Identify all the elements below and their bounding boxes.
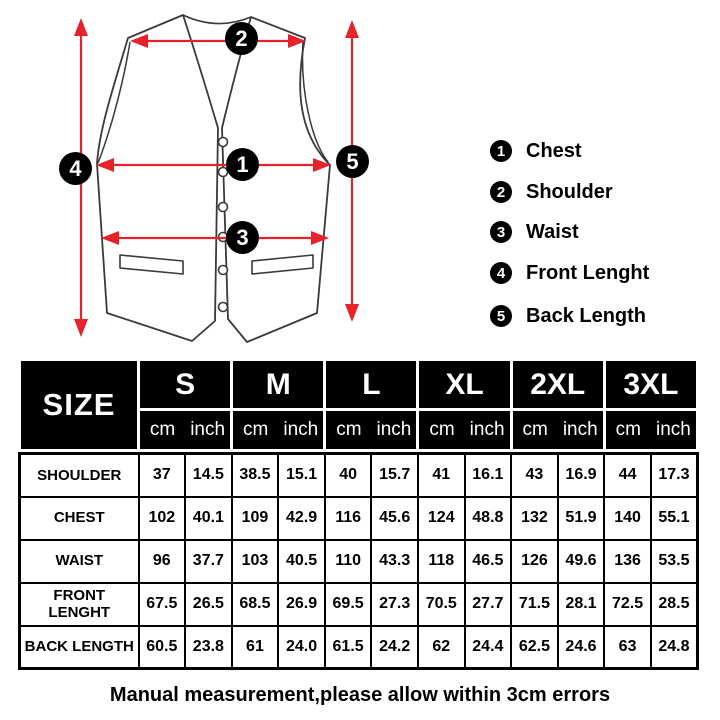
cell: 103: [232, 540, 279, 583]
cell: 46.5: [465, 540, 512, 583]
cell: 17.3: [651, 454, 698, 497]
unit-header-inch: inch: [558, 410, 605, 451]
cell: 55.1: [651, 497, 698, 540]
legend-item-shoulder: [490, 181, 613, 203]
cell: 48.8: [465, 497, 512, 540]
cell: 44: [604, 454, 651, 497]
cell: 42.9: [278, 497, 325, 540]
legend-item-chest: [490, 140, 582, 162]
cell: 51.9: [558, 497, 605, 540]
cell: 72.5: [604, 583, 651, 626]
cell: 63: [604, 626, 651, 669]
unit-header-inch: inch: [185, 410, 232, 451]
cell: 62.5: [511, 626, 558, 669]
unit-header-cm: cm: [604, 410, 651, 451]
col-header-2xl: 2XL: [511, 360, 604, 410]
cell: 49.6: [558, 540, 605, 583]
cell: 26.5: [185, 583, 232, 626]
unit-header-cm: cm: [139, 410, 186, 451]
legend-label-front-length: Front Lenght: [526, 261, 650, 284]
cell: 61: [232, 626, 279, 669]
row-label-front-length: FRONT LENGHT: [20, 583, 139, 626]
cell: 16.1: [465, 454, 512, 497]
col-header-xl: XL: [418, 360, 511, 410]
cell: 109: [232, 497, 279, 540]
table-row-back-length: [20, 626, 698, 669]
cell: 16.9: [558, 454, 605, 497]
table-row-chest: [20, 497, 698, 540]
cell: 24.8: [651, 626, 698, 669]
marker-2-shoulder: 2: [225, 22, 258, 55]
marker-3-waist: 3: [226, 221, 259, 254]
size-chart-table: [18, 358, 699, 670]
marker-5-back-length: 5: [336, 145, 369, 178]
row-label-back-length: BACK LENGTH: [20, 626, 139, 669]
cell: 96: [139, 540, 186, 583]
cell: 37.7: [185, 540, 232, 583]
size-chart-header: [18, 358, 699, 452]
table-row-waist: [20, 540, 698, 583]
table-row-front-length: [20, 583, 698, 626]
cell: 124: [418, 497, 465, 540]
table-row-shoulder: [20, 454, 698, 497]
cell: 40: [325, 454, 372, 497]
cell: 67.5: [139, 583, 186, 626]
measurement-disclaimer: Manual measurement,please allow within 3cm errors: [109, 684, 611, 706]
marker-4-front-length: 4: [59, 152, 92, 185]
marker-1-chest: 1: [226, 148, 259, 181]
row-label-chest: CHEST: [20, 497, 139, 540]
cell: 61.5: [325, 626, 372, 669]
cell: 23.8: [185, 626, 232, 669]
legend-badge-3: 3: [490, 221, 512, 243]
cell: 53.5: [651, 540, 698, 583]
cell: 24.0: [278, 626, 325, 669]
cell: 40.5: [278, 540, 325, 583]
unit-header-inch: inch: [371, 410, 418, 451]
unit-header-cm: cm: [511, 410, 558, 451]
cell: 41: [418, 454, 465, 497]
legend-label-shoulder: Shoulder: [526, 180, 613, 203]
vest-measurement-diagram: [0, 0, 720, 356]
cell: 126: [511, 540, 558, 583]
unit-header-inch: inch: [651, 410, 698, 451]
legend-item-waist: [490, 221, 579, 243]
unit-header-cm: cm: [325, 410, 372, 451]
cell: 40.1: [185, 497, 232, 540]
vest-outline: [97, 15, 330, 342]
legend-badge-5: 5: [490, 305, 512, 327]
cell: 69.5: [325, 583, 372, 626]
cell: 62: [418, 626, 465, 669]
cell: 110: [325, 540, 372, 583]
cell: 38.5: [232, 454, 279, 497]
unit-header-cm: cm: [418, 410, 465, 451]
cell: 15.1: [278, 454, 325, 497]
cell: 136: [604, 540, 651, 583]
size-header-cell: SIZE: [20, 360, 139, 451]
cell: 68.5: [232, 583, 279, 626]
cell: 24.2: [371, 626, 418, 669]
cell: 70.5: [418, 583, 465, 626]
legend-label-chest: Chest: [526, 139, 582, 162]
legend-badge-2: 2: [490, 181, 512, 203]
cell: 37: [139, 454, 186, 497]
col-header-s: S: [139, 360, 232, 410]
legend-label-waist: Waist: [526, 220, 579, 243]
legend-item-front-length: [490, 262, 649, 284]
col-header-m: M: [232, 360, 325, 410]
cell: 45.6: [371, 497, 418, 540]
cell: 24.6: [558, 626, 605, 669]
unit-header-inch: inch: [465, 410, 512, 451]
unit-header-inch: inch: [278, 410, 325, 451]
cell: 71.5: [511, 583, 558, 626]
size-chart-body: [18, 452, 699, 670]
cell: 116: [325, 497, 372, 540]
legend-label-back-length: Back Length: [526, 304, 647, 327]
cell: 26.9: [278, 583, 325, 626]
cell: 132: [511, 497, 558, 540]
cell: 28.1: [558, 583, 605, 626]
cell: 43.3: [371, 540, 418, 583]
row-label-shoulder: SHOULDER: [20, 454, 139, 497]
cell: 28.5: [651, 583, 698, 626]
cell: 27.3: [371, 583, 418, 626]
legend-badge-4: 4: [490, 262, 512, 284]
legend-badge-1: 1: [490, 140, 512, 162]
cell: 43: [511, 454, 558, 497]
cell: 60.5: [139, 626, 186, 669]
row-label-waist: WAIST: [20, 540, 139, 583]
cell: 118: [418, 540, 465, 583]
cell: 102: [139, 497, 186, 540]
cell: 14.5: [185, 454, 232, 497]
cell: 24.4: [465, 626, 512, 669]
cell: 140: [604, 497, 651, 540]
col-header-3xl: 3XL: [604, 360, 697, 410]
cell: 27.7: [465, 583, 512, 626]
unit-header-cm: cm: [232, 410, 279, 451]
col-header-l: L: [325, 360, 418, 410]
cell: 15.7: [371, 454, 418, 497]
legend-item-back-length: [490, 305, 646, 327]
